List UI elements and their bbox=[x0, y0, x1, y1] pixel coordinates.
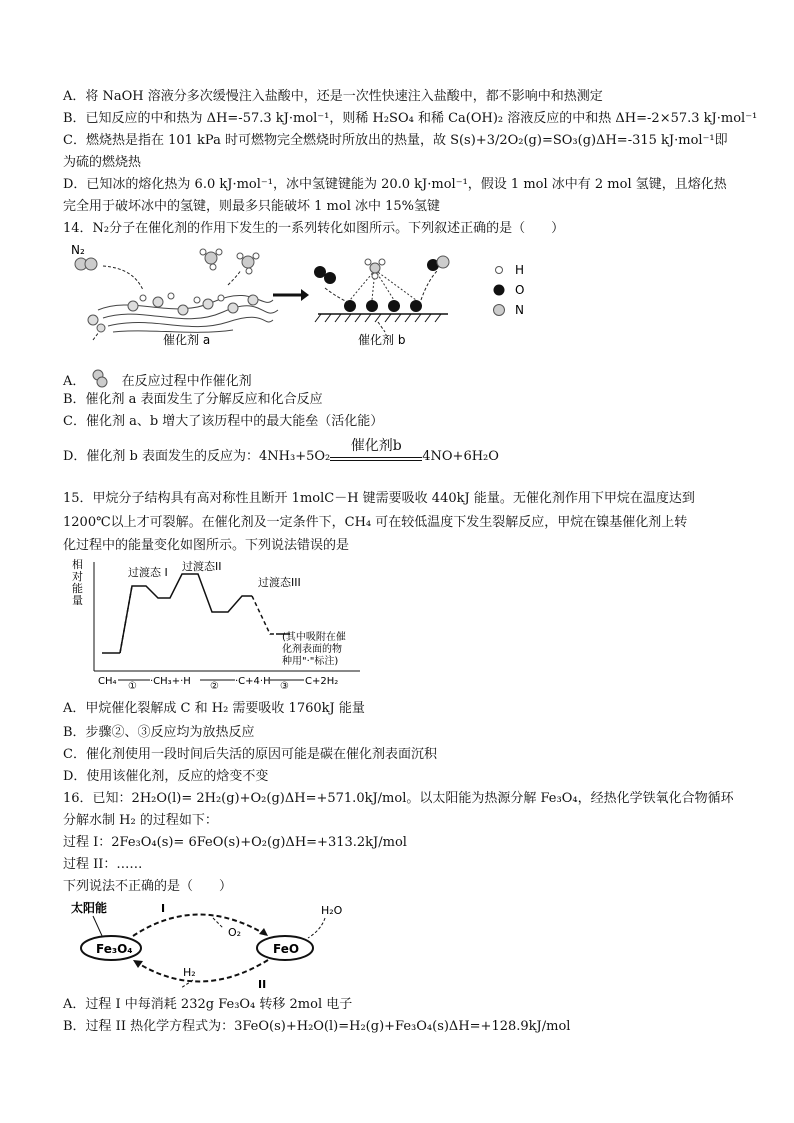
q14-stem: 14．N₂分子在催化剂的作用下发生的一系列转化如图所示。下列叙述正确的是（ ） bbox=[63, 221, 565, 236]
q15-stem: 15．甲烷分子结构具有高对称性且断开 1molC－H 键需要吸收 440kJ 能量。无催化剂作用下甲烷在温度达到 bbox=[63, 491, 695, 506]
catalyst-a-label: 催化剂 a bbox=[163, 333, 211, 347]
q13-option-b: B．已知反应的中和热为 ΔH=-57.3 kJ·mol⁻¹，则稀 H₂SO₄ 和稀 Ca(OH)₂ 溶液反应的中和热 ΔH=-2×57.3 kJ·mol⁻¹ bbox=[63, 111, 758, 126]
y-axis-label bbox=[72, 557, 83, 607]
svg-text:CH₄: CH₄ bbox=[98, 676, 117, 687]
svg-text:量: 量 bbox=[72, 594, 83, 607]
n2-molecule-icon bbox=[90, 369, 118, 389]
svg-text:C+2H₂: C+2H₂ bbox=[305, 676, 339, 687]
note bbox=[282, 630, 346, 667]
q13-option-c-cont: 为硫的燃烧热 bbox=[63, 155, 142, 170]
q14-option-a: A． 在反应过程中作催化剂 bbox=[63, 369, 252, 391]
q13-option-a: A．将 NaOH 溶液分多次缓慢注入盐酸中，还是一次性快速注入盐酸中，都不影响中和热测定 bbox=[63, 89, 603, 104]
svg-text:②: ② bbox=[210, 681, 219, 691]
svg-text:(其中吸附在催: (其中吸附在催 bbox=[282, 632, 346, 643]
catalyst-b-surface bbox=[314, 256, 449, 332]
o2-label: O₂ bbox=[228, 926, 242, 939]
q15-energy-diagram bbox=[70, 556, 370, 691]
svg-text:Fe₃O₄: Fe₃O₄ bbox=[96, 942, 133, 956]
nh3-molecule bbox=[200, 249, 259, 274]
q16-stem-cont: 分解水制 H₂ 的过程如下： bbox=[63, 813, 218, 828]
q16-stem: 16．已知：2H₂O(l)= 2H₂(g)+O₂(g)ΔH=+571.0kJ/mol。以太阳能为热源分解 Fe₃O₄，经热化学铁氧化合物循环 bbox=[63, 791, 734, 806]
n2-label: N₂ bbox=[71, 243, 85, 257]
catalyst-b-label: 催化剂 b bbox=[358, 333, 406, 347]
q15-option-d: D．使用该催化剂，反应的焓变不变 bbox=[63, 769, 269, 784]
n2-molecule bbox=[75, 258, 97, 270]
q15-option-b: B．步骤②、③反应均为放热反应 bbox=[63, 725, 255, 740]
q16-cycle-diagram bbox=[63, 898, 363, 993]
svg-text:II: II bbox=[258, 978, 267, 991]
q14-figure bbox=[63, 240, 563, 350]
catalyst-a-particles bbox=[88, 295, 258, 332]
svg-text:FeO: FeO bbox=[273, 942, 300, 956]
q13-option-c: C．燃烧热是指在 101 kPa 时可燃物完全燃烧时所放出的热量，故 S(s)+3/2O₂(g)=SO₃(g)ΔH=-315 kJ·mol⁻¹即 bbox=[63, 133, 728, 148]
q16-option-a: A．过程 I 中每消耗 232g Fe₃O₄ 转移 2mol 电子 bbox=[63, 997, 353, 1012]
svg-text:O: O bbox=[515, 283, 525, 297]
solar-label: 太阳能 bbox=[71, 901, 108, 915]
q13-option-d: D．已知冰的熔化热为 6.0 kJ·mol⁻¹，冰中氢键键能为 20.0 kJ·mol⁻¹，假设 1 mol 冰中有 2 mol 氢键，且熔化热 bbox=[63, 177, 727, 192]
svg-text:③: ③ bbox=[280, 681, 289, 691]
reaction-condition: 催化剂b bbox=[350, 438, 402, 454]
svg-text:能: 能 bbox=[72, 582, 83, 595]
ts3-label: 过渡态III bbox=[258, 576, 301, 589]
svg-text:·C+4·H: ·C+4·H bbox=[235, 676, 271, 687]
q14-option-b: B．催化剂 a 表面发生了分解反应和化合反应 bbox=[63, 392, 323, 407]
svg-text:对: 对 bbox=[72, 570, 83, 583]
svg-text:·CH₃+·H: ·CH₃+·H bbox=[150, 676, 191, 687]
q14-option-c: C．催化剂 a、b 增大了该历程中的最大能垒（活化能） bbox=[63, 414, 384, 429]
q16-ask: 下列说法不正确的是（ ） bbox=[63, 879, 233, 894]
arrow-icon bbox=[93, 916, 103, 938]
h2o-label: H₂O bbox=[321, 904, 343, 917]
legend bbox=[494, 263, 525, 317]
svg-text:①: ① bbox=[128, 681, 137, 691]
q15-stem-cont: 1200℃以上才可裂解。在催化剂及一定条件下，CH₄ 可在较低温度下发生裂解反应，甲烷在镍基催化剂上转 bbox=[63, 515, 688, 530]
svg-text:I: I bbox=[161, 902, 166, 915]
svg-text:相: 相 bbox=[72, 558, 83, 571]
arrow-icon bbox=[103, 266, 143, 290]
q15-option-a: A．甲烷催化裂解成 C 和 H₂ 需要吸收 1760kJ 能量 bbox=[63, 701, 365, 716]
process-ii-arrow bbox=[133, 960, 268, 982]
ts2-label: 过渡态II bbox=[182, 560, 222, 573]
svg-text:N: N bbox=[515, 303, 524, 317]
ts1-label: 过渡态 I bbox=[128, 566, 168, 579]
svg-text:化剂表面的物: 化剂表面的物 bbox=[282, 644, 342, 655]
q15-stem-cont2: 化过程中的能量变化如图所示。下列说法错误的是 bbox=[63, 538, 350, 553]
step-arrows bbox=[118, 680, 304, 691]
process-i-arrow bbox=[133, 915, 268, 937]
q14-option-d: D．催化剂 b 表面发生的反应为：4NH₃+5O₂ 催化剂b 4NO+6H₂O bbox=[63, 438, 499, 464]
q16-process-2: 过程 II：…… bbox=[63, 857, 143, 872]
svg-text:H: H bbox=[515, 263, 525, 277]
h2-label: H₂ bbox=[183, 966, 196, 979]
q16-option-b: B．过程 II 热化学方程式为：3FeO(s)+H₂O(l)=H₂(g)+Fe₃O₄(s)ΔH=+128.9kJ/mol bbox=[63, 1019, 571, 1034]
svg-text:种用"·"标注): 种用"·"标注) bbox=[282, 656, 339, 667]
q16-process-1: 过程 I：2Fe₃O₄(s)= 6FeO(s)+O₂(g)ΔH=+313.2kJ/mol bbox=[63, 835, 407, 850]
q15-option-c: C．催化剂使用一段时间后失活的原因可能是碳在催化剂表面沉积 bbox=[63, 747, 437, 762]
q13-option-d-cont: 完全用于破坏冰中的氢键，则最多只能破坏 1 mol 冰中 15%氢键 bbox=[63, 199, 441, 214]
process-arrow-icon bbox=[273, 289, 309, 301]
